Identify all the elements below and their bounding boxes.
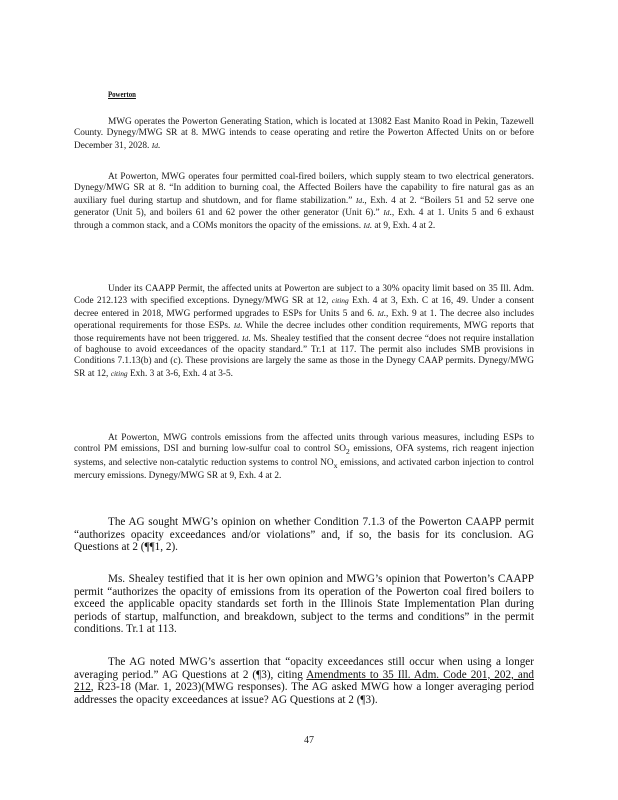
- p4-text-b: emissions, OFA systems, rich reagent injection systems, and selective non-catalytic reduction systems to control NO: [74, 444, 534, 468]
- p2-text-c: ., Exh. 4 at 1. Units 5 and 6 exhaust through a common stack, and a COMs monitors the opacity of the emissions.: [74, 208, 534, 231]
- paragraph-station-location: MWG operates the Powerton Generating Station, which is located at 13082 East Manito Road in Pekin, Tazewell County. Dynegy/MWG SR at 8. MWG intends to cease operating and retire the Powerton Affected Units on or before December 31, 2028. Id.: [74, 117, 534, 151]
- page-number: 47: [304, 735, 314, 746]
- p7-text-b: , R23-18 (Mar. 1, 2023)(MWG responses). The AG asked MWG how a longer averaging period addresses the opacity exceedances at issue? AG Questions at 2 (¶3).: [74, 681, 534, 706]
- section-heading: Powerton: [108, 90, 136, 99]
- id-cite: Id: [151, 140, 158, 150]
- paragraph-ag-noted: [74, 656, 534, 706]
- p3-text-e: . Ms. Shealey testified that the consent decree “does not require installation of baghouse to avoid exceedances of the opacity standard.” Tr.1 at 117. The permit also includes SMB provisions in Conditions 7.1.13(b) and (c). These provisions are largely the same as those in the Dynegy CAAP permits. Dynegy/MWG SR at 12,: [74, 333, 534, 379]
- p3-text-c: ., Exh. 9 at 1. The decree also includes operational requirements for those ESPs.: [74, 308, 534, 332]
- paragraph-emission-controls: [74, 433, 534, 482]
- p4-text-a: At Powerton, MWG controls emissions from the affected units through various measures, including ESPs to control PM emissions, DSI and burning low-sulfur coal to control SO: [74, 433, 534, 455]
- id-cite: Id: [377, 308, 384, 318]
- p6-text: Ms. Shealey testified that it is her own opinion and MWG’s opinion that Powerton’s CAAPP permit “authorizes the opacity of emissions from its operation of the Powerton coal fired boilers to exceed the applicable opacity standards set forth in the Illinois State Implementation Plan during periods of startup, malfunction, and breakdown, subject to the terms and conditions” in the permit conditions. Tr.1 at 113.: [74, 573, 534, 636]
- paragraph-shealey-testimony: [74, 573, 534, 636]
- p4-text-c: emissions, and activated carbon injection to control mercury emissions. Dynegy/MWG SR at 9, Exh. 4 at 2.: [74, 457, 534, 481]
- nox-subscript: x: [333, 460, 338, 470]
- p3-text-d: . While the decree includes other condition requirements, MWG reports that those requirements have not been triggered.: [74, 321, 535, 344]
- so2-subscript: 2: [345, 447, 350, 457]
- paragraph-ag-sought: [74, 516, 534, 554]
- id-cite: Id: [383, 208, 390, 218]
- id-cite: Id: [242, 333, 249, 343]
- id-cite: Id: [355, 195, 363, 205]
- p2-text-a: At Powerton, MWG operates four permitted coal-fired boilers, which supply steam to two electrical generators. Dynegy/MWG SR at 8. “In addition to burning coal, the Affected Boilers have the capability to fire natural gas as an auxiliary fuel during startup and shutdown, and for flame stabilization.”: [74, 172, 534, 206]
- p3-text-a: Under its CAAPP Permit, the affected units at Powerton are subject to a 30% opacity limit based on 35 Ill. Adm. Code 212.123 with specified exceptions. Dynegy/MWG SR at 12,: [74, 284, 534, 307]
- citing-cite: citing: [110, 368, 128, 378]
- p5-text: The AG sought MWG’s opinion on whether Condition 7.1.3 of the Powerton CAAPP permit “authorizes opacity exceedances and/or violations” and, if so, the basis for its conclusion. AG Questions at 2 (¶¶1, 2).: [74, 516, 534, 554]
- amendments-citation-link[interactable]: Amendments to 35 Ill. Adm. Code 201, 202, and 212: [74, 668, 535, 694]
- p3-text-f: Exh. 3 at 3-6, Exh. 4 at 3-5.: [129, 368, 233, 379]
- p3-text-b: Exh. 4 at 3, Exh. C at 16, 49. Under a consent decree entered in 2018, MWG performed upgrades to ESPs for Units 5 and 6.: [74, 296, 534, 319]
- p2-text-d: . at 9, Exh. 4 at 2.: [369, 220, 436, 231]
- paragraph-caapp-permit: [74, 284, 534, 380]
- citing-cite: citing: [331, 296, 349, 306]
- p2-text-b: ., Exh. 4 at 2. “Boilers 51 and 52 serve one generator (Unit 5), and boilers 61 and 62 power the other generator (Unit 6).”: [74, 195, 534, 219]
- p1-text: MWG operates the Powerton Generating Station, which is located at 13082 East Manito Road in Pekin, Tazewell County. Dynegy/MWG SR at 8. MWG intends to cease operating and retire the Powerton Affected Units on or before December 31, 2028.: [74, 117, 534, 151]
- paragraph-boilers: [74, 172, 534, 232]
- p7-text-a: The AG noted MWG’s assertion that “opacity exceedances still occur when using a longer averaging period.” AG Questions at 2 (¶3), citing: [74, 656, 534, 681]
- id-cite: Id: [233, 321, 240, 331]
- id-cite: Id: [363, 220, 370, 230]
